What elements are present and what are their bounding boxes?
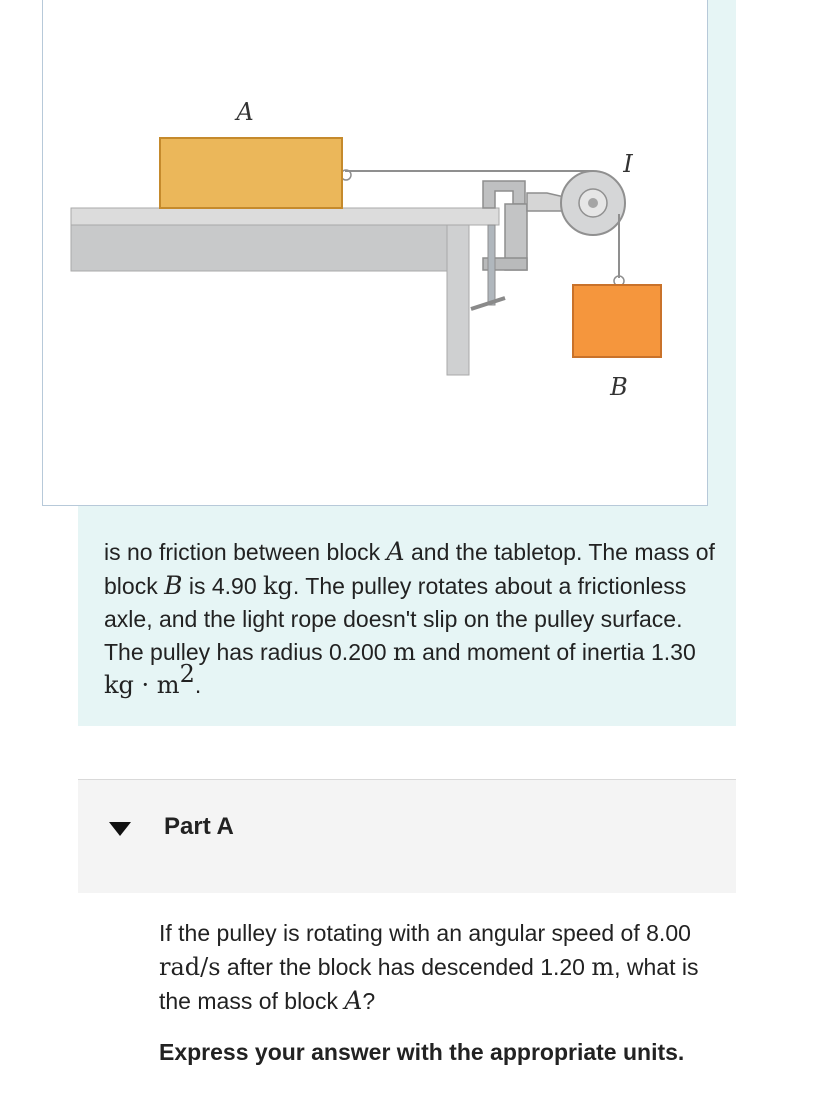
unit-exponent: 2	[179, 660, 195, 689]
part-a-header[interactable]	[78, 779, 736, 893]
var-b: B	[164, 571, 183, 600]
table-edge	[71, 225, 453, 271]
var-a: A	[344, 986, 363, 1015]
question-text-3: , what is the mass of block	[159, 954, 699, 1014]
intro-text-1: is no friction between block	[104, 539, 387, 565]
unit-m: m	[392, 638, 416, 666]
part-title: Part A	[164, 813, 234, 840]
label-block-b: B	[610, 373, 628, 401]
question-text-1: If the pulley is rotating with an angular speed of 8.00	[159, 920, 691, 946]
pulley-system-diagram	[43, 0, 709, 507]
collapse-triangle-icon[interactable]	[109, 822, 131, 836]
clamp-screw	[488, 225, 495, 305]
unit-m: m	[591, 953, 615, 981]
problem-statement	[104, 535, 719, 702]
block-a	[160, 138, 342, 208]
pulley-axle	[588, 198, 598, 208]
label-pulley-inertia: I	[623, 150, 633, 178]
unit-kg-m: kg · m	[104, 671, 180, 699]
block-b	[573, 285, 661, 357]
intro-text-3: is 4.90	[182, 573, 264, 599]
question-text-2: after the block has descended 1.20	[220, 954, 592, 980]
question-text-4: ?	[362, 988, 376, 1014]
intro-text-6: .	[194, 672, 202, 698]
question-text	[159, 916, 719, 1018]
intro-text-5: and moment of inertia 1.30	[415, 639, 696, 665]
intro-text-2: and the tabletop. The mass of block	[104, 539, 715, 599]
answer-instruction: Express your answer with the appropriate units.	[159, 1039, 685, 1065]
unit-kg: kg	[263, 572, 293, 600]
unit-rad-per-s: rad/s	[159, 953, 221, 981]
label-block-a: A	[236, 98, 254, 126]
table-leg	[447, 225, 469, 375]
intro-text-4: . The pulley rotates about a frictionless axle, and the light rope doesn't slip on the pulley surface. The pulley has radius 0.200	[104, 573, 687, 665]
tabletop	[71, 208, 499, 225]
var-a: A	[386, 537, 405, 566]
figure	[42, 0, 708, 506]
